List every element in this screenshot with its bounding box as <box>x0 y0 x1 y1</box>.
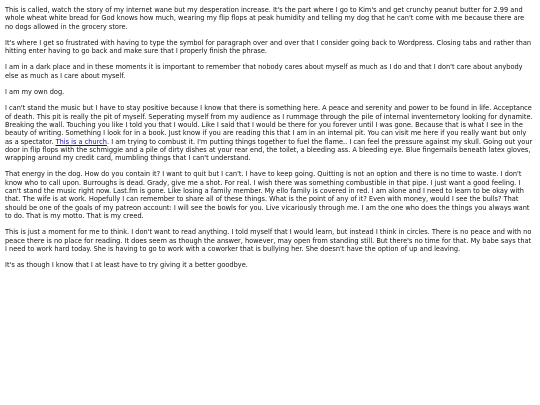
paragraph-4: I am my own dog. <box>5 88 65 97</box>
paragraph-5-text-after: . I am trying to combust it. I'm putting things together to fuel the flame.. I can feel the pressure against my skull. Going out your door in flip flops with the schmiggie and a pile of dirty dishes at your rear end, the toilet, a bleeding ass. A bleeding eye. Blue fingernails beneath latex gloves, wrapping around my credit card, mumbling things that I can't understand. <box>5 137 533 163</box>
paragraph-1: This is called, watch the story of my internet wane but my desperation increase. It's the part where I go to Kim's and get crunchy peanut butter for 2.99 and whole wheat white bread for God knows how much, wearing my flip flops at peak humidity and telling my dog that he can't come with me because there are no dogs allowed in the grocery store. <box>5 6 525 31</box>
paragraph-6: That energy in the dog. How do you contain it? I want to quit but I can't. I have to keep going. Quitting is not an option and there is no time to waste. I don't know who to call upon. Burroughs is dead. Grady, give me a shot. For real. I wish there was something combustible in that pipe. I just want a good feeling. I can't stand the music right now. Last.fm is gone. Like losing a family member. My ello family is covered in red. I am alone and I need to learn to be okay with that. The wife is at work. Hopefully I can remember to share all of these things. What is the point of any of it? Even with money, would I see the bulls? That should be one of the goals of my patreon account: I will see the bowls for you. Live vicariously through me. I am the one who does the things you always want to do. That is my motto. That is my creed. <box>5 170 530 220</box>
paragraph-3: I am in a dark place and in these moments it is important to remember that nobody cares about myself as much as I do and that I don't care about anybody else as much as I care about myself. <box>5 63 523 80</box>
paragraph-2: It's where I get so frustrated with having to type the symbol for paragraph over and over that I consider going back to Wordpress. Closing tabs and rather than hitting enter having to go back and make sure that I properly finish the phrase. <box>5 38 532 56</box>
paragraph-7: This is just a moment for me to think. I don't want to read anything. I told myself that I would learn, but instead I think in circles. There is no peace and with no peace there is no place for reading. It does seem as though the answer, however, may open from standing still. But there's no time for that. My babe says that I need to work hard today. She is having to go to work with a coworker that is bullying her. She doesn't have the option of up and leaving. <box>5 228 532 253</box>
paragraph-5-text-before: I can't stand the music but I have to stay positive because I know that there is something here. A peace and serenity and power to be found in life. Acceptance of death. This pit is really the pit of myself. Seperating myself from my audience as I rummage through the pile of internal inventernetory looking for dynamite. Breaking the wall. Touching you like I told you that I would. Like I said that I would be there for you forever until I was gone. Because that is what I see in the beauty of writing. Something I look for in a book. Just know if you are reading this that I am in an internal pit. You can visit me here if you really want but only as a spectator. <box>5 104 533 146</box>
church-link[interactable]: This is a church <box>55 137 107 146</box>
paragraph-5 <box>5 104 533 162</box>
paragraph-8: It's as though I know that I at least have to try giving it a better goodbye. <box>5 261 248 270</box>
